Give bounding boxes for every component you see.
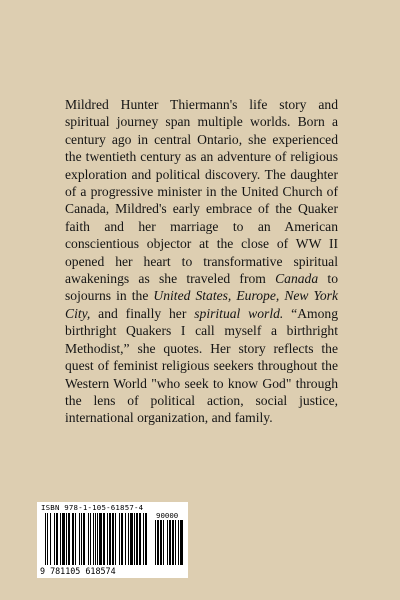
- back-cover-blurb: [65, 96, 338, 427]
- barcode-bar: [143, 513, 144, 565]
- blurb-segment-italic: United States, Europe, New York City,: [65, 288, 338, 321]
- barcode-bar: [107, 513, 108, 565]
- barcode-bar: [178, 520, 179, 565]
- blurb-segment-italic: spiritual world.: [194, 305, 284, 321]
- blurb-segment: and finally her: [90, 305, 195, 321]
- barcode-bar: [180, 520, 183, 565]
- barcode-bar: [125, 513, 126, 565]
- barcode-bar: [66, 513, 67, 565]
- barcode-bar: [47, 513, 48, 565]
- barcode-bar: [134, 513, 135, 565]
- blurb-segment: “Among birthright Quakers I call myself a birthright Methodist,” she quotes. Her story reflects the quest of feminist religious seekers throughout the Western World "who seek to know God" through the lens of political action, social justice, international organization, and family.: [65, 305, 338, 426]
- barcode-bar: [75, 513, 76, 565]
- barcode-bar: [109, 513, 111, 565]
- barcode-bar: [56, 513, 58, 565]
- barcode-bar: [45, 513, 46, 565]
- barcode-bar: [145, 513, 147, 565]
- barcode-bar: [175, 520, 176, 565]
- barcode-bar: [90, 513, 91, 565]
- barcode-bar: [172, 520, 174, 565]
- barcode-addon-bars: [155, 520, 185, 565]
- barcode-bar: [54, 513, 55, 565]
- barcode-bar: [60, 513, 61, 565]
- barcode-bar: [169, 520, 171, 565]
- barcode-bar: [68, 513, 70, 565]
- barcode-bar: [121, 513, 123, 565]
- barcode-bar: [72, 513, 74, 565]
- barcode-bar: [88, 513, 89, 565]
- barcode-bar: [95, 513, 96, 565]
- barcode-bar: [103, 513, 105, 565]
- barcode-bar: [99, 513, 102, 565]
- blurb-segment-italic: Canada: [275, 271, 319, 287]
- barcode-bar: [139, 513, 141, 565]
- barcode-bar: [160, 520, 162, 565]
- barcode-bar: [97, 513, 98, 565]
- barcode-bar: [83, 513, 85, 565]
- barcode-bar: [62, 513, 65, 565]
- barcode-bar: [163, 520, 164, 565]
- barcode-price-code: 90000: [156, 511, 179, 520]
- blurb-segment: Mildred Hunter Thiermann's life story and spiritual journey span multiple worlds. Born a century ago in central Ontario, she experienced the twentieth century as an adventure of religious exploration and political discovery. The daughter of a progressive minister in the United Church of Canada, Mildred's early embrace of the Quaker faith and her marriage to an American conscientious objector at the close of WW II opened her heart to transformative spiritual awakenings as she traveled from: [65, 97, 338, 287]
- isbn-label: ISBN 978-1-105-61857-4: [41, 503, 144, 512]
- barcode-bar: [130, 513, 133, 565]
- barcode-bar: [115, 513, 116, 565]
- barcode-bar: [112, 513, 114, 565]
- barcode-bars: [45, 513, 147, 565]
- blurb-segment: to sojourns in the: [65, 271, 338, 304]
- barcode-bar: [167, 520, 168, 565]
- barcode-bar: [81, 513, 82, 565]
- barcode-bar: [119, 513, 120, 565]
- barcode-bar: [128, 513, 129, 565]
- barcode-bar: [157, 520, 159, 565]
- barcode-digits: 9 781105 618574: [40, 566, 116, 576]
- barcode-bar: [93, 513, 94, 565]
- barcode-bar: [79, 513, 80, 565]
- isbn-barcode: [37, 502, 188, 578]
- barcode-bar: [155, 520, 156, 565]
- barcode-bar: [136, 513, 138, 565]
- barcode-bar: [50, 513, 51, 565]
